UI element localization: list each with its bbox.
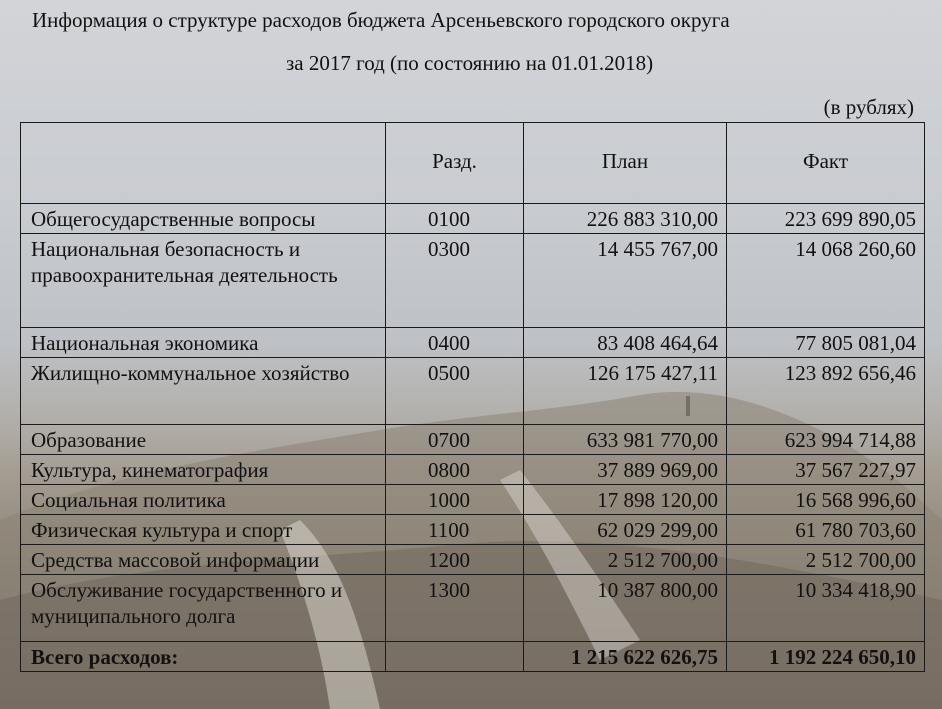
row-fact: 77 805 081,04 — [727, 328, 925, 358]
row-code: 1100 — [386, 515, 524, 545]
row-fact: 16 568 996,60 — [727, 485, 925, 515]
table-row — [21, 204, 925, 234]
table-header-row — [21, 123, 925, 204]
table-row — [21, 455, 925, 485]
row-code: 0400 — [386, 328, 524, 358]
row-code: 1200 — [386, 545, 524, 575]
row-plan: 37 889 969,00 — [524, 455, 727, 485]
row-fact: 14 068 260,60 — [727, 234, 925, 328]
header-code: Разд. — [386, 123, 524, 204]
units-note: (в рублях) — [823, 95, 914, 119]
row-name: Общегосударственные вопросы — [21, 204, 386, 234]
row-plan: 62 029 299,00 — [524, 515, 727, 545]
row-name: Средства массовой информации — [21, 545, 386, 575]
row-code: 1000 — [386, 485, 524, 515]
header-name — [21, 123, 386, 204]
table-row — [21, 575, 925, 642]
row-name: Жилищно-коммунальное хозяйство — [21, 358, 386, 425]
row-code: 0700 — [386, 425, 524, 455]
row-fact: 37 567 227,97 — [727, 455, 925, 485]
row-plan: 126 175 427,11 — [524, 358, 727, 425]
row-name: Образование — [21, 425, 386, 455]
row-name: Национальная безопасность и правоохранительная деятельность — [21, 234, 386, 328]
row-fact: 2 512 700,00 — [727, 545, 925, 575]
table-row — [21, 358, 925, 425]
total-plan: 1 215 622 626,75 — [524, 642, 727, 672]
row-code: 0300 — [386, 234, 524, 328]
page-subtitle: за 2017 год (по состоянию на 01.01.2018) — [286, 51, 654, 75]
row-plan: 10 387 800,00 — [524, 575, 727, 642]
row-plan: 83 408 464,64 — [524, 328, 727, 358]
total-row — [21, 642, 925, 672]
table-row — [21, 234, 925, 328]
table-row — [21, 485, 925, 515]
row-name: Обслуживание государственного и муниципального долга — [21, 575, 386, 642]
row-fact: 123 892 656,46 — [727, 358, 925, 425]
row-plan: 2 512 700,00 — [524, 545, 727, 575]
page-title: Информация о структуре расходов бюджета Арсеньевского городского округа — [32, 8, 730, 32]
row-name: Физическая культура и спорт — [21, 515, 386, 545]
row-plan: 633 981 770,00 — [524, 425, 727, 455]
row-fact: 10 334 418,90 — [727, 575, 925, 642]
row-code: 0800 — [386, 455, 524, 485]
row-plan: 226 883 310,00 — [524, 204, 727, 234]
row-code: 0500 — [386, 358, 524, 425]
row-name: Национальная экономика — [21, 328, 386, 358]
row-plan: 14 455 767,00 — [524, 234, 727, 328]
header-fact: Факт — [727, 123, 925, 204]
budget-table — [20, 122, 925, 672]
row-code: 0100 — [386, 204, 524, 234]
row-fact: 623 994 714,88 — [727, 425, 925, 455]
row-code: 1300 — [386, 575, 524, 642]
header-plan: План — [524, 123, 727, 204]
table-row — [21, 328, 925, 358]
row-name: Социальная политика — [21, 485, 386, 515]
total-code — [386, 642, 524, 672]
row-fact: 61 780 703,60 — [727, 515, 925, 545]
row-name: Культура, кинематография — [21, 455, 386, 485]
total-fact: 1 192 224 650,10 — [727, 642, 925, 672]
table-row — [21, 425, 925, 455]
row-plan: 17 898 120,00 — [524, 485, 727, 515]
table-row — [21, 515, 925, 545]
table-row — [21, 545, 925, 575]
row-fact: 223 699 890,05 — [727, 204, 925, 234]
total-label: Всего расходов: — [21, 642, 386, 672]
